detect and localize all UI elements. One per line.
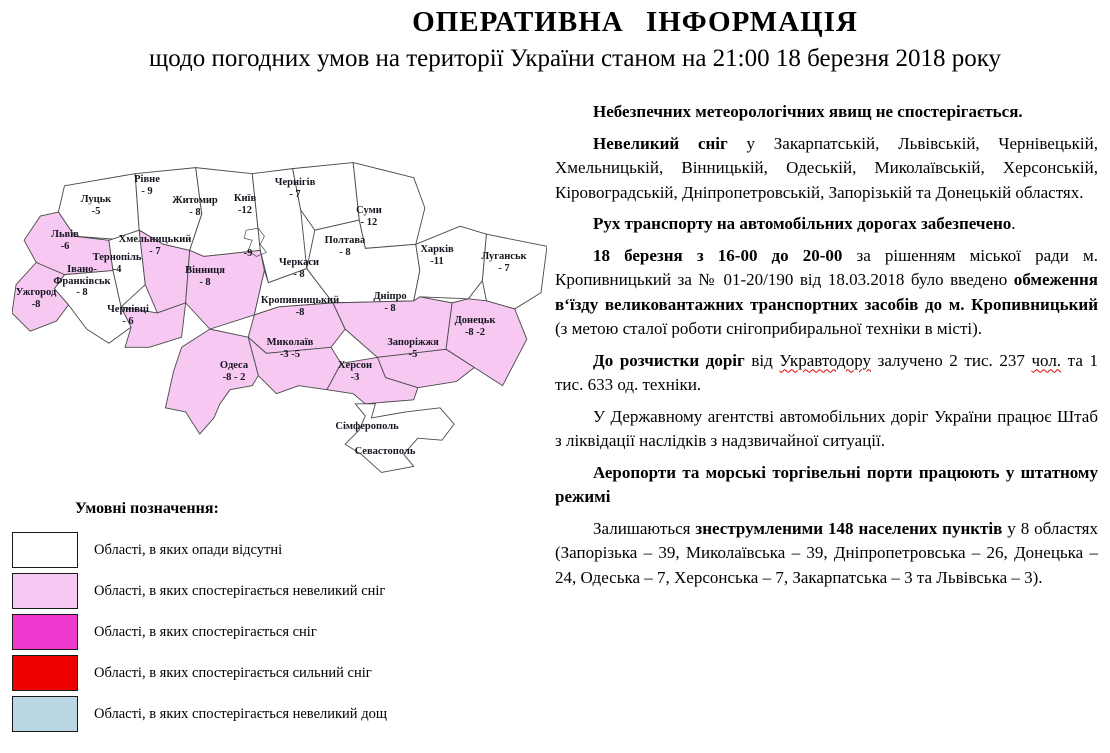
text: залучено 2 тис. 237 (870, 350, 1032, 370)
text: У Державному агентстві автомобільних доріг України працює Штаб з ліквідації наслідків з надзвичайної ситуації. (555, 406, 1098, 450)
region-name: Тернопіль (92, 252, 142, 263)
bold-text: Небезпечних метеорологічних явищ не спостерігається. (593, 102, 1023, 121)
bold-text: обмеження в‘їзду великовантажних транспортних засобів до м. Кропивницький (555, 270, 1098, 314)
bold-text: До розчистки доріг (593, 350, 745, 370)
bold-text: Аеропорти та морські торгівельні порти працюють у штатному режимі (555, 462, 1098, 506)
paragraph (555, 212, 1098, 237)
region-label-chernihiv (275, 177, 316, 200)
text: Залишаються (593, 518, 696, 538)
region-temperature: - 9 (141, 185, 153, 197)
legend-item (12, 532, 512, 568)
misspelled-word: Укравтодору (779, 350, 871, 370)
bold-text: Рух транспорту на автомобільних дорогах забезпечено (593, 214, 1012, 233)
region-label-sevastopol (355, 446, 416, 458)
region-name: Чернігів (274, 177, 316, 188)
region-label-mykolaiv (267, 337, 314, 360)
region-temperature: - 8 (293, 268, 305, 280)
page-subtitle: щодо погодних умов на території України станом на 21:00 18 березня 2018 року (148, 45, 1002, 72)
region-name: Луганськ (481, 251, 527, 262)
region-temperature: - 8 (384, 302, 396, 314)
region-temperature: - 7 (289, 188, 301, 200)
region-temperature: -4 (112, 263, 122, 275)
region-name: Миколаїв (266, 337, 314, 348)
region-label-khmelnytskyi (119, 234, 192, 257)
region-label-ivano (53, 264, 111, 299)
region-name: Київ (233, 193, 257, 204)
header (0, 6, 1110, 73)
bold-text: 18 березня з 16-00 до 20-00 (593, 245, 843, 265)
legend-item (12, 696, 512, 732)
region-name: Кропивницький (260, 295, 340, 306)
region-name: Черкаси (278, 257, 320, 268)
region-name: Вінниця (185, 265, 225, 276)
region-temperature: -5 (408, 348, 418, 360)
region-name: Харків (420, 244, 454, 255)
region-label-odesa (220, 360, 248, 383)
region-name: Житомир (172, 195, 218, 206)
paragraph (555, 405, 1098, 454)
region-temperature: - 6 (122, 315, 134, 327)
region-label-kyiv_obl (244, 248, 253, 260)
region-name: Ужгород (15, 287, 57, 298)
region-label-vinnytsia (185, 265, 225, 288)
region-temperature: -8 (31, 298, 41, 310)
region-label-sumy (356, 205, 382, 228)
region-name: Севастополь (354, 446, 416, 457)
region-temperature: -12 (237, 204, 252, 216)
legend (12, 500, 512, 737)
region-label-poltava (325, 235, 366, 258)
region-name: Одеса (219, 360, 249, 371)
legend-item (12, 614, 512, 650)
legend-label: Області, в яких опади відсутні (94, 541, 283, 558)
legend-label: Області, в яких спостерігається невеликий дощ (94, 705, 387, 722)
region-label-luhansk (481, 251, 526, 274)
region-label-kherson (338, 360, 372, 383)
region-name: Івано-Франківськ (53, 264, 111, 287)
region-name: Луцьк (80, 194, 112, 205)
ukraine-map (12, 146, 547, 486)
region-temperature: - 7 (149, 245, 161, 257)
region-temperature: - 12 (360, 216, 378, 228)
region-name: Запоріжжя (387, 337, 439, 348)
region-name: Полтава (324, 235, 366, 246)
paragraph (555, 349, 1098, 398)
region-temperature: - 8 (189, 206, 201, 218)
region-label-dnipro (373, 291, 406, 314)
legend-label: Області, в яких спостерігається сильний сніг (94, 664, 372, 681)
legend-title: Умовні позначення: (75, 500, 219, 517)
region-name: Львів (51, 229, 79, 240)
region-name: Дніпро (373, 291, 407, 302)
region-name: Донецьк (454, 315, 496, 326)
region-temperature: - 7 (498, 262, 510, 274)
paragraph (555, 244, 1098, 342)
region-name: Сімферополь (335, 421, 399, 432)
region-temperature: -8 (295, 306, 305, 318)
region-label-kharkiv (420, 244, 453, 267)
legend-label: Області, в яких спостерігається невеликий сніг (94, 582, 386, 599)
region-temperature: -8 - 2 (222, 371, 246, 383)
paragraph (555, 461, 1098, 510)
region-temperature: - 8 (199, 276, 211, 288)
region-name: Рівне (134, 174, 160, 185)
region-label-chernivtsi (107, 304, 149, 327)
region-label-zhytomyr (172, 195, 218, 218)
legend-rows (12, 532, 512, 732)
bold-text: Невеликий сніг (593, 133, 728, 153)
region-label-kyiv_city (234, 193, 256, 216)
legend-swatch (12, 655, 78, 691)
region-label-simferopol (335, 421, 398, 433)
text: (з метою сталої роботи снігоприбиральної техніки в місті). (555, 319, 983, 338)
region-label-donetsk (455, 315, 496, 338)
region-label-rivne (134, 174, 160, 197)
region-temperature: - 8 (339, 246, 351, 258)
weather-report-text (555, 100, 1098, 597)
region-name: Херсон (337, 360, 373, 371)
bold-text: знеструмленими 148 населених пунктів (695, 518, 1003, 538)
region-label-lviv (51, 229, 79, 252)
misspelled-word: чол. (1031, 350, 1062, 370)
region-temperature: -9 (243, 248, 253, 259)
region-crimea (345, 404, 454, 473)
region-label-volyn (81, 194, 111, 217)
region-temperature: -3 (350, 371, 360, 383)
text: . (1011, 214, 1016, 233)
region-label-zakarpattia (16, 287, 57, 310)
region-name: Чернівці (107, 304, 149, 315)
page-title: ОПЕРАТИВНА ІНФОРМАЦІЯ (412, 6, 858, 38)
region-temperature: - 8 (76, 287, 88, 298)
region-label-zaporizhzhia (387, 337, 439, 360)
region-name: Суми (356, 205, 382, 216)
text: та 1 тис. 633 од. техніки. (555, 350, 1098, 394)
region-temperature: -8 -2 (464, 326, 486, 338)
legend-item (12, 573, 512, 609)
legend-swatch (12, 573, 78, 609)
region-temperature: -6 (60, 240, 70, 252)
region-label-kirovohrad (261, 295, 339, 318)
paragraph (555, 517, 1098, 591)
region-temperature: -11 (430, 255, 444, 267)
region-name: Хмельницький (118, 234, 192, 245)
legend-swatch (12, 532, 78, 568)
legend-swatch (12, 696, 78, 732)
paragraph (555, 132, 1098, 206)
text: від (744, 350, 780, 370)
paragraph (555, 100, 1098, 125)
region-vinnytsia (186, 250, 265, 329)
text: у 8 областях (Запорізька – 39, Миколаївська – 39, Дніпропетровська – 26, Донецька – 24, Одеська – 7, Херсонська – 7, Закарпатська – 3 та Львівська – 3). (555, 518, 1099, 587)
region-temperature: -5 (91, 205, 101, 217)
text: за рішенням міської ради м. Кропивницький за № 01-20/190 від 18.03.2018 було введено (555, 245, 1098, 289)
legend-swatch (12, 614, 78, 650)
region-temperature: -3 -5 (279, 348, 301, 360)
text: у Закарпатській, Львівській, Чернівецькій, Хмельницькій, Вінницькій, Одеській, Миколаївській, Херсонській, Кіровоградській, Дніпропетровській, Запорізькій та Донецькій областях. (555, 133, 1098, 202)
legend-item (12, 655, 512, 691)
region-label-cherkasy (279, 257, 319, 280)
legend-label: Області, в яких спостерігається сніг (94, 623, 317, 640)
